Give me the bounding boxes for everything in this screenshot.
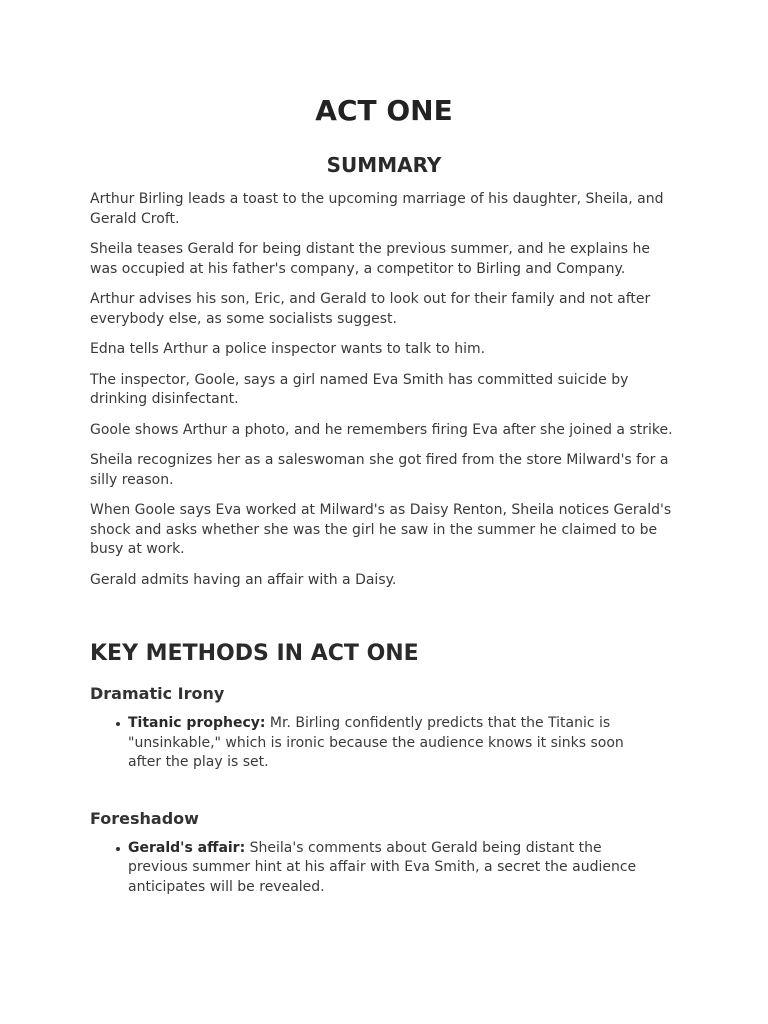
method-title: Dramatic Irony (90, 684, 225, 703)
summary-paragraph: Arthur advises his son, Eric, and Gerald to look out for their family and not after everybody else, as some socialists suggest. (90, 291, 651, 327)
summary-paragraph: Gerald admits having an affair with a Daisy. (90, 571, 397, 588)
method-item-text: Sheila's comments about Gerald being distant the previous summer hint at his affair with Eva Smith, a secret the audience anticipates will be revealed. (128, 839, 637, 895)
method-title: Foreshadow (90, 808, 199, 828)
key-methods-heading: KEY METHODS IN ACT ONE (90, 641, 419, 666)
summary-paragraph: The inspector, Goole, says a girl named Eva Smith has committed suicide by drinking disinfectant. (90, 371, 629, 407)
summary-paragraph: Goole shows Arthur a photo, and he remembers firing Eva after she joined a strike. (90, 421, 673, 438)
method-bullet-list (90, 714, 678, 773)
method-item-label: Titanic prophecy: (128, 715, 266, 731)
summary-paragraph: Edna tells Arthur a police inspector wants to talk to him. (90, 341, 486, 357)
summary-paragraph: Sheila teases Gerald for being distant the previous summer, and he explains he was occupied at his father's company, a competitor to Birling and Company. (90, 241, 650, 277)
method-bullet-item (128, 839, 678, 898)
method-dramatic-irony (90, 684, 678, 773)
page-title: ACT ONE (315, 94, 453, 127)
summary-paragraph: Arthur Birling leads a toast to the upcoming marriage of his daughter, Sheila, and Gerald Croft. (90, 191, 664, 227)
method-foreshadow (90, 809, 678, 898)
method-bullet-list (90, 839, 678, 898)
method-item-label: Gerald's affair: (128, 839, 246, 856)
method-item-text: Mr. Birling confidently predicts that the Titanic is "unsinkable," which is ironic because the audience knows it sinks soon after the play is set. (128, 715, 624, 770)
summary-paragraph: Sheila recognizes her as a saleswoman she got fired from the store Milward's for a silly reason. (90, 452, 669, 488)
summary-heading: SUMMARY (326, 153, 442, 177)
summary-paragraph: When Goole says Eva worked at Milward's as Daisy Renton, Sheila notices Gerald's shock and asks whether she was the girl he saw in the summer he claimed to be busy at work. (90, 502, 672, 557)
summary-section (90, 190, 678, 590)
method-bullet-item (128, 714, 678, 773)
